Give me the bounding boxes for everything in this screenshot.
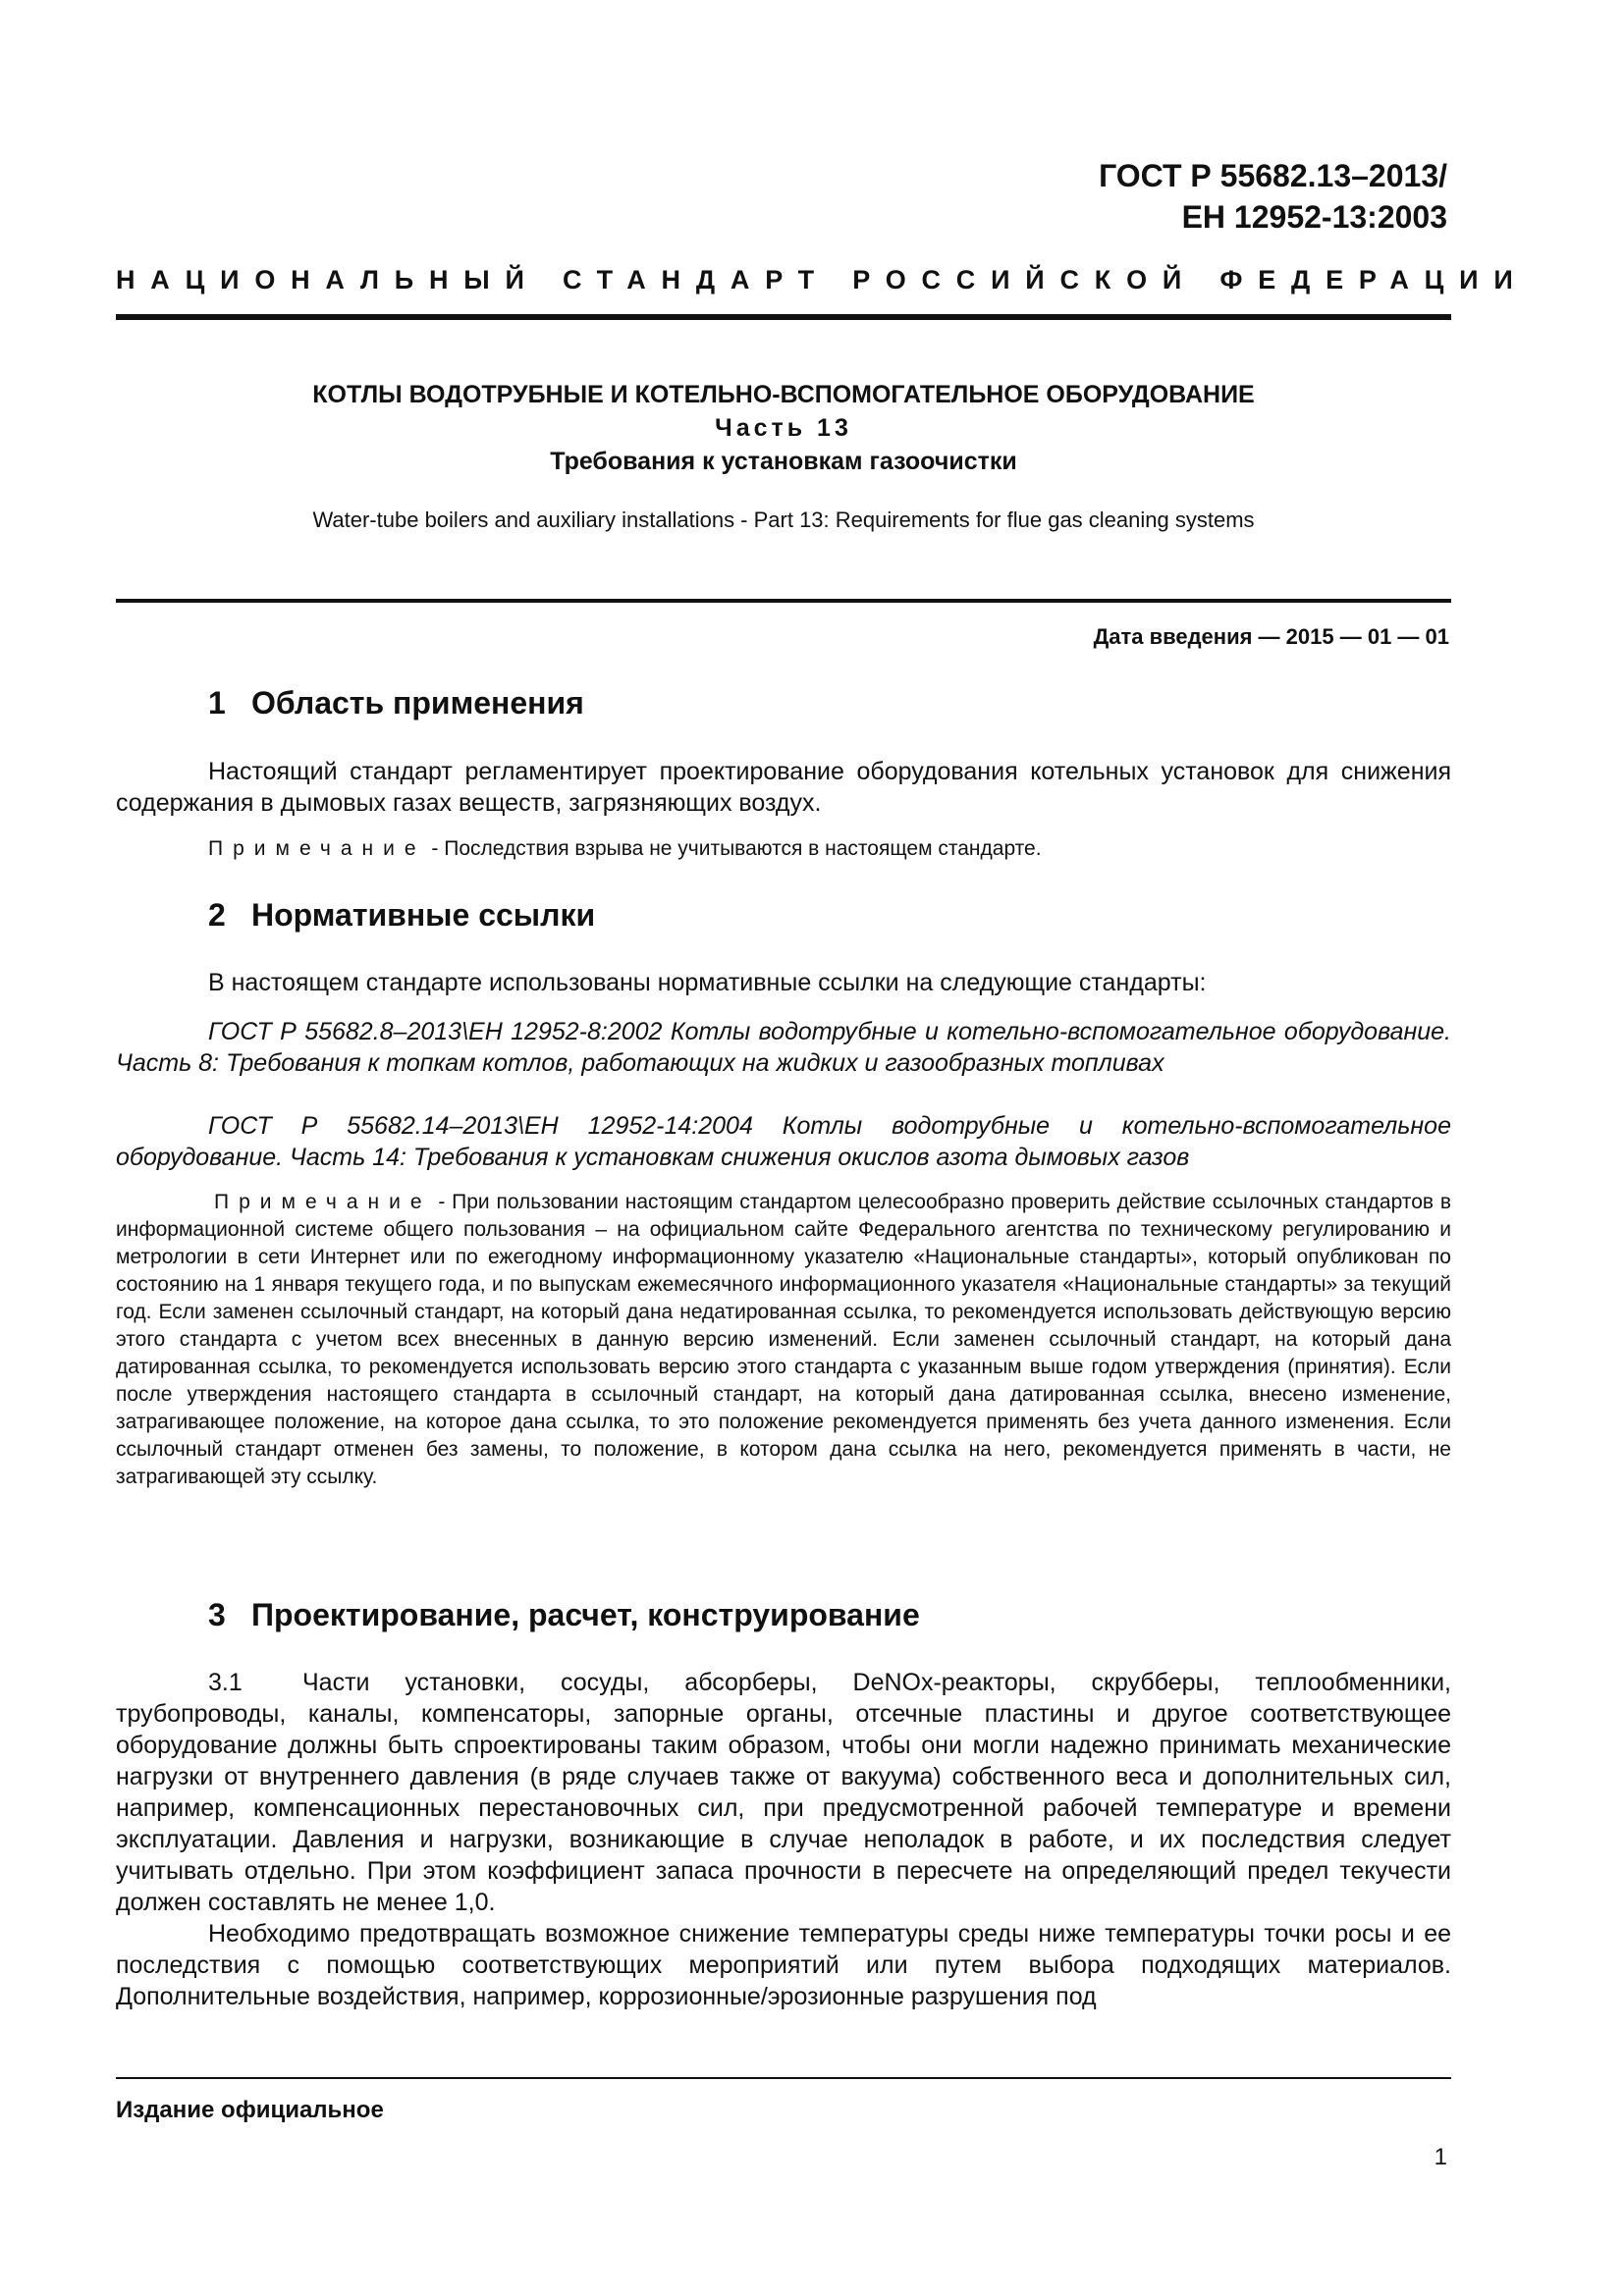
document-number <box>1099 155 1447 238</box>
main-title: КОТЛЫ ВОДОТРУБНЫЕ И КОТЕЛЬНО-ВСПОМОГАТЕЛЬНОЕ ОБОРУДОВАНИЕ <box>312 381 1255 408</box>
note-label: Примечание <box>214 1191 432 1213</box>
note-label: Примечание <box>208 837 426 860</box>
section-number: 2 <box>208 897 226 933</box>
introduction-date: Дата введения — 2015 — 01 — 01 <box>1093 624 1449 649</box>
section-2-paragraph: В настоящем стандарте использованы нормативные ссылки на следующие стандарты: <box>208 969 1207 996</box>
page-number: 1 <box>1434 2144 1447 2170</box>
subtitle: Требования к установкам газоочистки <box>550 448 1017 475</box>
header-rule <box>116 314 1451 320</box>
section-number: 1 <box>208 685 226 721</box>
section-2-heading <box>208 895 595 934</box>
section-title: Нормативные ссылки <box>251 897 596 933</box>
title-rule <box>116 599 1451 603</box>
reference-item: ГОСТ Р 55682.14–2013\ЕН 12952-14:2004 Котлы водотрубные и котельно-вспомогательное оборудование. Часть 14: Требования к установкам снижения окислов азота дымовых газов <box>116 1112 1451 1171</box>
note-text: - При пользовании настоящим стандартом целесообразно проверить действие ссылочных стандартов в информационной системе общего пользования – на официальном сайте Федерального агентства по техническому регулированию и метрологии в сети Интернет или по ежегодному информационному указателю «Национальные стандарты», который опубликован по состоянию на 1 января текущего года, и по выпускам ежемесячного информационного указателя «Национальные стандарты» за текущий год. Если заменен ссылочный стандарт, на который дана недатированная ссылка, то рекомендуется использовать действующую версию этого стандарта с учетом всех внесенных в данную версию изменений. Если заменен ссылочный стандарт, на который дана датированная ссылка, то рекомендуется использовать версию этого стандарта с указанным выше годом утверждения (принятия). Если после утверждения настоящего стандарта в ссылочный стандарт, на который дана датированная ссылка, внесено изменение, затрагивающее положение, на которое дана ссылка, то это положение рекомендуется применять без учета данного изменения. Если ссылочный стандарт отменен без замены, то положение, в котором дана ссылка на него, рекомендуется применять в части, не затрагивающей эту ссылку. <box>116 1191 1451 1488</box>
section-title: Область применения <box>251 685 584 721</box>
section-2-note <box>116 1189 1451 1491</box>
clause-number: 3.1 <box>208 1669 243 1696</box>
section-3-heading <box>208 1595 920 1634</box>
english-title: Water-tube boilers and auxiliary installations - Part 13: Requirements for flue gas cleaning systems <box>312 507 1255 532</box>
section-1-heading <box>208 683 584 722</box>
national-standard-banner: НАЦИОНАЛЬНЫЙ СТАНДАРТ РОССИЙСКОЙ ФЕДЕРАЦИИ <box>116 265 1529 294</box>
clause-3-1 <box>116 1667 1451 1918</box>
section-1-paragraph: Настоящий стандарт регламентирует проектирование оборудования котельных установок для снижения содержания в дымовых газах веществ, загрязняющих воздух. <box>116 758 1451 817</box>
title-block <box>116 378 1451 478</box>
note-text: - Последствия взрыва не учитываются в настоящем стандарте. <box>425 837 1042 860</box>
section-3-paragraph: Необходимо предотвращать возможное снижение температуры среды ниже температуры точки росы и ее последствия с помощью соответствующих мероприятий или путем выбора подходящих материалов. Дополнительные воздействия, например, коррозионные/эрозионные разрушения под <box>116 1920 1451 2010</box>
part-label: Часть 13 <box>715 414 852 442</box>
document-number-line-1: ГОСТ Р 55682.13–2013/ <box>1099 158 1447 193</box>
section-number: 3 <box>208 1597 226 1632</box>
clause-text: Части установки, сосуды, абсорберы, DeNOx-реакторы, скрубберы, теплообменники, трубопроводы, каналы, компенсаторы, запорные органы, отсечные пластины и другое соответствующее оборудование должны быть спроектированы таким образом, чтобы они могли надежно принимать механические нагрузки от внутреннего давления (в ряде случаев также от вакуума) собственного веса и дополнительных сил, например, компенсационных перестановочных сил, при предусмотренной рабочей температуре и времени эксплуатации. Давления и нагрузки, возникающие в случае неполадок в работе, и их последствия следует учитывать отдельно. При этом коэффициент запаса прочности в пересчете на определяющий предел текучести должен составлять не менее 1,0. <box>116 1669 1451 1916</box>
section-title: Проектирование, расчет, конструирование <box>251 1597 920 1632</box>
document-number-line-2: ЕН 12952-13:2003 <box>1181 199 1447 235</box>
reference-item: ГОСТ Р 55682.8–2013\ЕН 12952-8:2002 Котлы водотрубные и котельно-вспомогательное оборудование. Часть 8: Требования к топкам котлов, работающих на жидких и газообразных топливах <box>116 1018 1451 1077</box>
edition-label: Издание официальное <box>116 2097 384 2123</box>
section-1-note <box>208 835 1451 863</box>
footer-rule <box>116 2077 1451 2079</box>
